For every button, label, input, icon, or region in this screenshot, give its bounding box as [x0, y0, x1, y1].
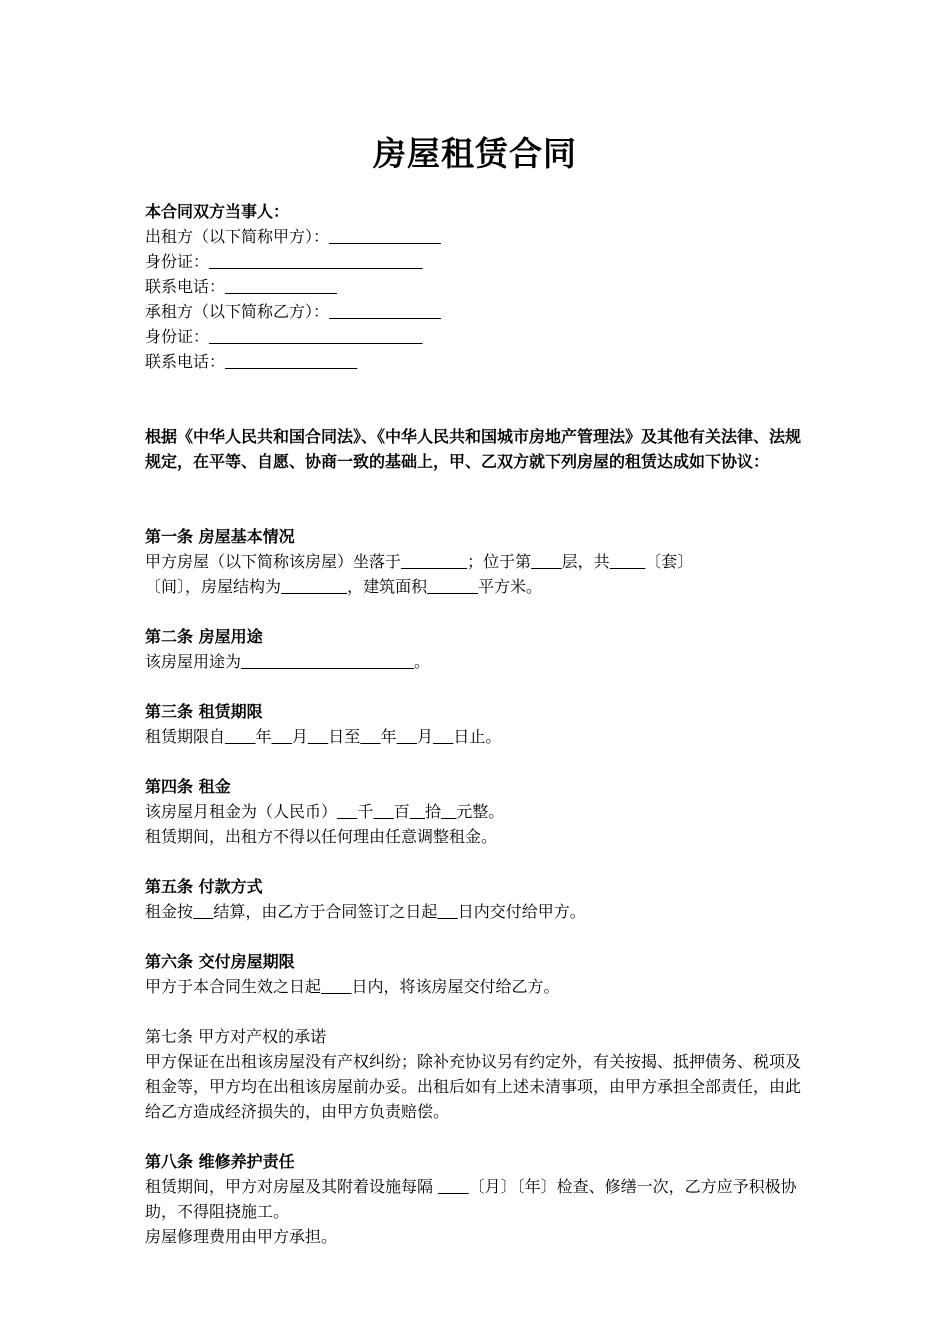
article-1-text: 甲方房屋（以下简称该房屋）坐落于 — [145, 552, 402, 571]
location-blank — [401, 552, 467, 571]
article-5-text: 结算，由乙方于合同签订之日起 — [213, 902, 438, 921]
structure-blank — [281, 577, 347, 596]
lessor-phone-blank — [225, 277, 337, 296]
lessee-line — [145, 299, 810, 324]
article-4-text: 百 — [393, 802, 410, 821]
lessor-phone-label: 联系电话： — [145, 277, 226, 296]
article-6-text: 日内，将该房屋交付给乙方。 — [351, 977, 560, 996]
floor-blank — [531, 552, 562, 571]
article-4-text: 元整。 — [456, 802, 505, 821]
end-year-blank — [360, 727, 380, 746]
article-1-text: 层，共 — [561, 552, 610, 571]
lessor-blank — [329, 227, 441, 246]
end-month-blank — [397, 727, 417, 746]
article-2-line-1 — [145, 649, 810, 674]
article-3-text: 月 — [416, 727, 433, 746]
article-3-text: 年 — [255, 727, 272, 746]
article-1-heading: 第一条 房屋基本情况 — [145, 527, 295, 546]
article-3-heading: 第三条 租赁期限 — [145, 702, 263, 721]
article-3-text: 年 — [380, 727, 397, 746]
article-1-text: 平方米。 — [478, 577, 543, 596]
document-body — [145, 199, 810, 1249]
article-8-line-2: 房屋修理费用由甲方承担。 — [145, 1227, 338, 1246]
delivery-days-blank — [321, 977, 352, 996]
start-day-blank — [308, 727, 328, 746]
inspection-interval-blank — [438, 1177, 469, 1196]
article-1-text: ，建筑面积 — [347, 577, 428, 596]
rent-thousands-blank — [337, 802, 357, 821]
parties-heading: 本合同双方当事人： — [145, 202, 290, 221]
lessee-id-line — [145, 324, 810, 349]
settlement-period-blank — [193, 902, 213, 921]
article-8-line-1 — [145, 1174, 810, 1224]
lessee-id-blank — [209, 327, 423, 346]
article-1-line-1 — [145, 549, 810, 574]
article-5-heading: 第五条 付款方式 — [145, 877, 263, 896]
article-5-text: 日内交付给甲方。 — [457, 902, 586, 921]
total-floors-blank — [610, 552, 646, 571]
end-day-blank — [433, 727, 453, 746]
lessee-phone-line — [145, 349, 810, 374]
lessor-id-blank — [209, 252, 423, 271]
article-4-line-2: 租赁期间，出租方不得以任何理由任意调整租金。 — [145, 827, 498, 846]
lessee-phone-label: 联系电话： — [145, 352, 226, 371]
article-3-line-1 — [145, 724, 810, 749]
start-month-blank — [272, 727, 292, 746]
lessor-line — [145, 224, 810, 249]
article-6-line-1 — [145, 974, 810, 999]
article-5-line-1 — [145, 899, 810, 924]
article-8-text: 租赁期间，甲方对房屋及其附着设施每隔 — [145, 1177, 439, 1196]
lessor-label: 出租方（以下简称甲方）： — [145, 227, 330, 246]
payment-days-blank — [437, 902, 457, 921]
article-1-text: 〔套〕 — [645, 552, 694, 571]
article-8-heading: 第八条 维修养护责任 — [145, 1152, 295, 1171]
article-6-text: 甲方于本合同生效之日起 — [145, 977, 322, 996]
article-3-text: 日止。 — [453, 727, 502, 746]
article-2-text: 。 — [413, 652, 430, 671]
article-1-text: ；位于第 — [467, 552, 532, 571]
article-3-text: 月 — [291, 727, 308, 746]
article-6-heading: 第六条 交付房屋期限 — [145, 952, 295, 971]
article-2-heading: 第二条 房屋用途 — [145, 627, 263, 646]
article-4-heading: 第四条 租金 — [145, 777, 231, 796]
article-4-text: 该房屋月租金为（人民币） — [145, 802, 338, 821]
article-1-text: 〔间〕，房屋结构为 — [145, 577, 282, 596]
article-8-text: 〔月〕〔年〕检查、修缮一次，乙方应予积极协助，不得阻挠施工。 — [145, 1177, 797, 1221]
article-4-text: 千 — [357, 802, 374, 821]
preamble: 根据《中华人民共和国合同法》、《中华人民共和国城市房地产管理法》及其他有关法律、法规规定，在平等、自愿、协商一致的基础上，甲、乙双方就下列房屋的租赁达成如下协议： — [145, 427, 802, 471]
article-4-line-1 — [145, 799, 810, 824]
article-7-heading: 第七条 甲方对产权的承诺 — [145, 1027, 327, 1046]
article-4-text: 拾 — [425, 802, 442, 821]
article-2-text: 该房屋用途为 — [145, 652, 242, 671]
start-year-blank — [225, 727, 256, 746]
rent-units-blank — [441, 802, 456, 821]
article-3-text: 租赁期限自 — [145, 727, 226, 746]
usage-blank — [241, 652, 414, 671]
lessee-phone-blank — [225, 352, 357, 371]
article-5-text: 租金按 — [145, 902, 194, 921]
article-1-line-2 — [145, 574, 810, 599]
lessee-id-label: 身份证： — [145, 327, 210, 346]
article-7-body: 甲方保证在出租该房屋没有产权纠纷；除补充协议另有约定外，有关按揭、抵押债务、税项及租金等，甲方均在出租该房屋前办妥。出租后如有上述未清事项，由甲方承担全部责任，由此给乙方造成经济损失的，由甲方负责赔偿。 — [145, 1052, 802, 1121]
article-3-text: 日至 — [328, 727, 361, 746]
lessee-blank — [329, 302, 441, 321]
rent-hundreds-blank — [373, 802, 393, 821]
lessee-label: 承租方（以下简称乙方）： — [145, 302, 330, 321]
lessor-phone-line — [145, 274, 810, 299]
lessor-id-label: 身份证： — [145, 252, 210, 271]
area-blank — [427, 577, 478, 596]
document-title: 房屋租赁合同 — [373, 134, 577, 173]
rent-tens-blank — [410, 802, 425, 821]
lessor-id-line — [145, 249, 810, 274]
